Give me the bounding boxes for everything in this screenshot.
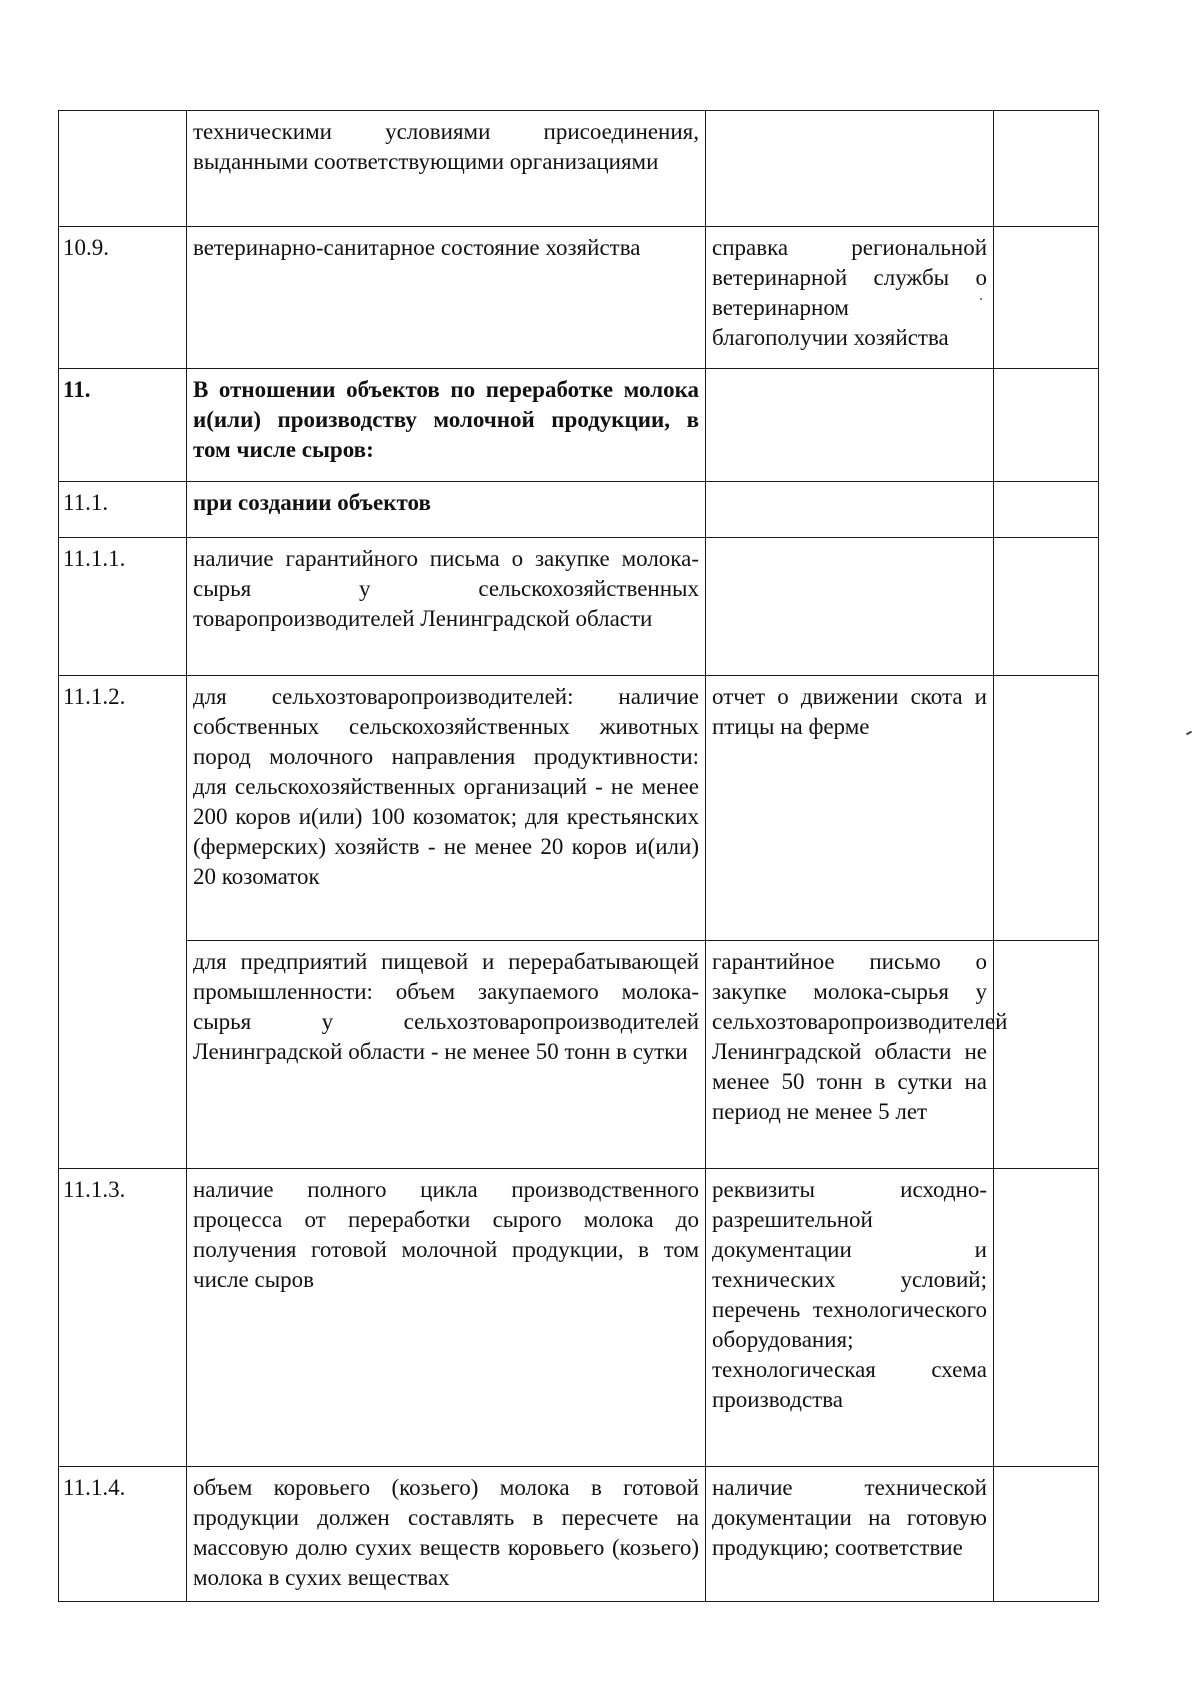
criterion-text: наличие гарантийного письма о закупке молока-сырья у сельскохозяйственных товаропроизводителей Ленинградской области <box>187 538 706 676</box>
extra-cell <box>994 1467 1099 1602</box>
table-row <box>59 676 1099 941</box>
criterion-text: В отношении объектов по переработке молока и(или) производству молочной продукции, в том числе сыров: <box>187 369 706 482</box>
row-number <box>59 111 187 227</box>
extra-cell <box>994 538 1099 676</box>
scan-mark <box>1186 731 1192 736</box>
table-row <box>59 1169 1099 1467</box>
extra-cell <box>994 227 1099 369</box>
table-row <box>59 941 1099 1169</box>
document-text <box>706 369 994 482</box>
row-number: 11.1.3. <box>59 1169 187 1467</box>
table-row <box>59 111 1099 227</box>
table-row <box>59 482 1099 538</box>
extra-cell <box>994 676 1099 941</box>
table-row <box>59 227 1099 369</box>
criterion-text: объем коровьего (козьего) молока в готовой продукции должен составлять в пересчете на массовую долю сухих веществ коровьего (козьего) молока в сухих веществах <box>187 1467 706 1602</box>
document-text: реквизиты исходно-разрешительной документации и технических условий; перечень технологического оборудования; технологическая схема производства <box>706 1169 994 1467</box>
row-number: 11.1.4. <box>59 1467 187 1602</box>
extra-cell <box>994 369 1099 482</box>
criteria-table <box>58 110 1099 1602</box>
row-number: 11. <box>59 369 187 482</box>
document-text: отчет о движении скота и птицы на ферме <box>706 676 994 941</box>
criterion-text: для предприятий пищевой и перерабатывающей промышленности: объем закупаемого молока-сырья у сельхозтоваропроизводителей Ленинградской области - не менее 50 тонн в сутки <box>187 941 706 1169</box>
criterion-text: при создании объектов <box>187 482 706 538</box>
row-number <box>59 941 187 1169</box>
row-number: 11.1.2. <box>59 676 187 941</box>
row-number: 11.1. <box>59 482 187 538</box>
document-text <box>706 482 994 538</box>
extra-cell <box>994 111 1099 227</box>
extra-cell <box>994 1169 1099 1467</box>
extra-cell <box>994 941 1099 1169</box>
extra-cell <box>994 482 1099 538</box>
criterion-text: ветеринарно-санитарное состояние хозяйства <box>187 227 706 369</box>
scan-speck <box>980 298 982 300</box>
document-text: наличие технической документации на готовую продукцию; соответствие <box>706 1467 994 1602</box>
document-text <box>706 111 994 227</box>
row-number: 11.1.1. <box>59 538 187 676</box>
document-text <box>706 538 994 676</box>
document-text: гарантийное письмо о закупке молока-сырья у сельхозтоваропроизводителей Ленинградской области не менее 50 тонн в сутки на период не менее 5 лет <box>706 941 994 1169</box>
criterion-text: наличие полного цикла производственного процесса от переработки сырого молока до получения готовой молочной продукции, в том числе сыров <box>187 1169 706 1467</box>
document-text: справка региональной ветеринарной службы о ветеринарном благополучии хозяйства <box>706 227 994 369</box>
row-number: 10.9. <box>59 227 187 369</box>
table-row <box>59 1467 1099 1602</box>
table-row <box>59 538 1099 676</box>
criterion-text: для сельхозтоваропроизводителей: наличие собственных сельскохозяйственных животных пород молочного направления продуктивности: для сельскохозяйственных организаций - не менее 200 коров и(или) 100 козоматок; для крестьянских (фермерских) хозяйств - не менее 20 коров и(или) 20 козоматок <box>187 676 706 941</box>
criterion-text: техническими условиями присоединения, выданными соответствующими организациями <box>187 111 706 227</box>
table-row <box>59 369 1099 482</box>
